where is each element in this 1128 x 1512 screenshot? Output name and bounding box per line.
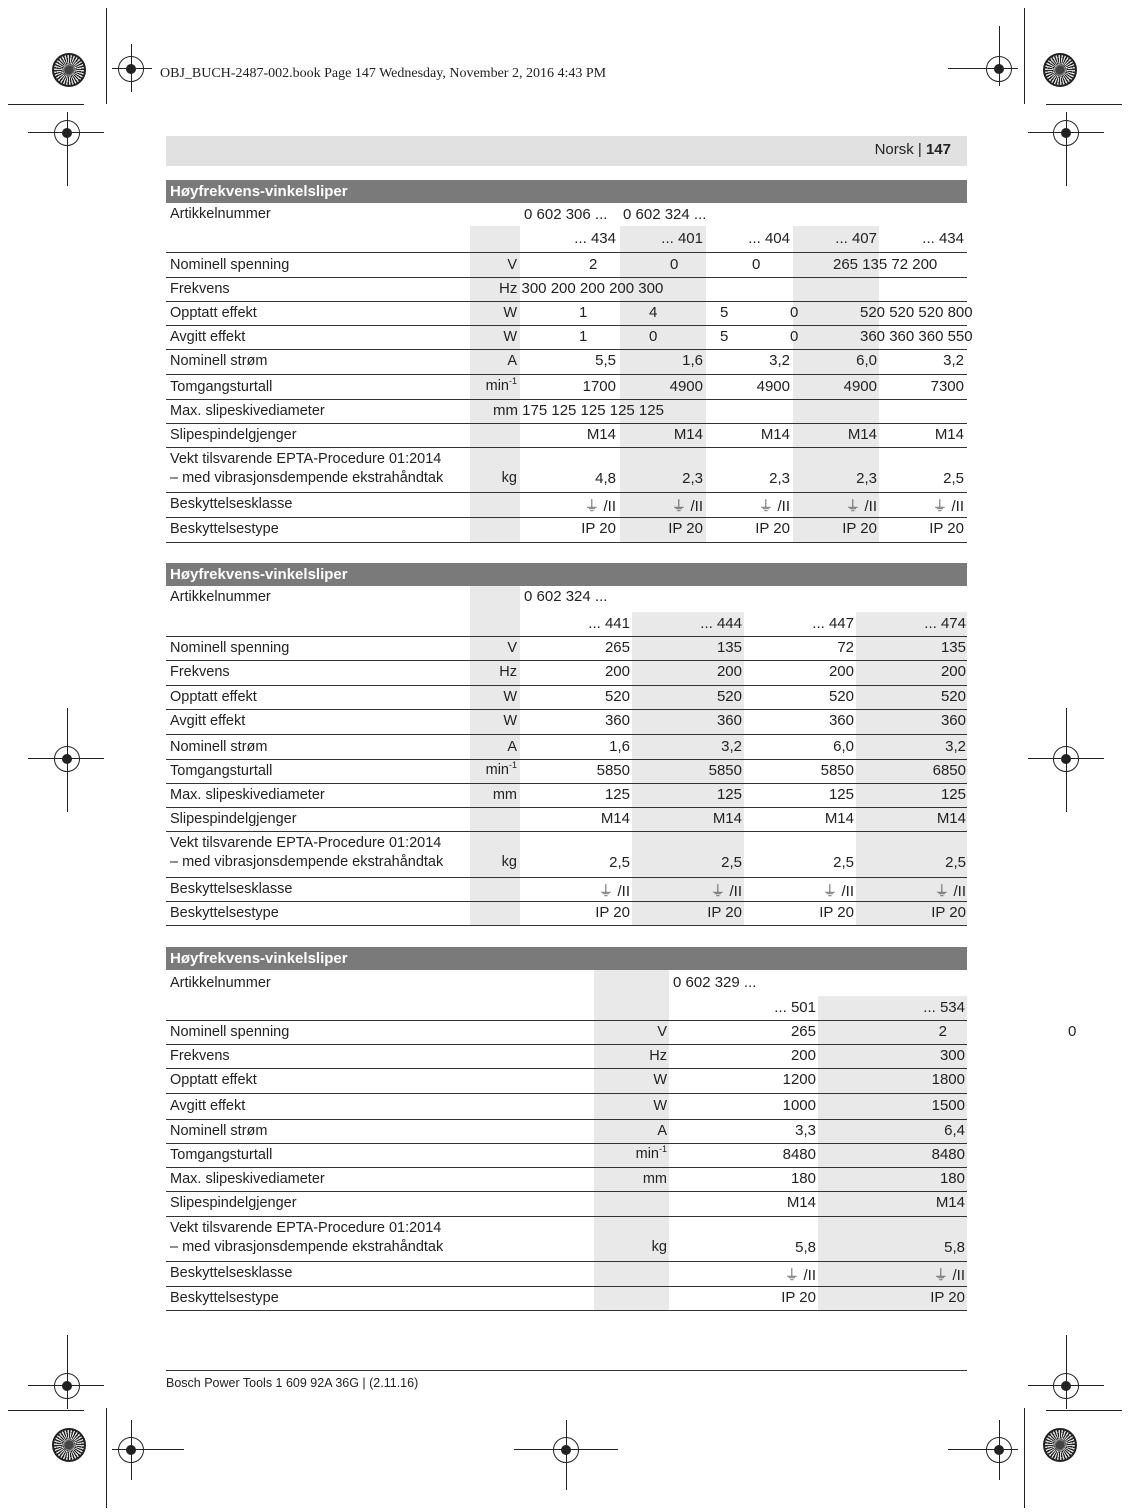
protection-class-icon: ⏚ /II [710,883,742,900]
table-2-title: Høyfrekvens-vinkelsliper [166,563,967,586]
table-3-title: Høyfrekvens-vinkelsliper [166,947,967,970]
footer-text: Bosch Power Tools 1 609 92A 36G | (2.11.16) [166,1376,419,1390]
table-row: Nominell spenning V 265 2 [166,1021,967,1045]
table-row: Opptatt effekt W 1 4 5 0 520 520 520 800 [166,302,967,326]
table-row: Avgitt effekt W 1 0 5 0 360 360 360 550 [166,326,967,350]
protection-class-icon: ⏚ /II [584,498,616,515]
table-row: Beskyttelsesklasse ⏚ /II ⏚ /II [166,1262,967,1287]
table-row: ... 434 ... 401 ... 404 ... 407 ... 434 [166,227,967,253]
table-row: Avgitt effekt W 360 360 360 360 [166,710,967,735]
table-row: Tomgangsturtall $\min^{-1}$ 8480 8480 [166,1144,967,1168]
table-row: Opptatt effekt W 1200 1800 [166,1069,967,1094]
header-language: Norsk [874,141,914,158]
table-row: Slipespindelgjenger M14 M14 M14 M14 M14 [166,424,967,448]
color-dial-icon [1043,1428,1077,1462]
table-row: Vekt tilsvarende EPTA-Procedure 01:2014 – med vibrasjonsdempende ekstrahåndtak kg 4,8 2,3 2,3 2,3 2,5 [166,448,967,493]
table-row: Opptatt effekt W 520 520 520 520 [166,686,967,710]
protection-class-icon: ⏚ /II [933,1267,965,1284]
table-row: Artikkelnummer 0 602 329 ... [170,974,757,991]
table-row: Nominell strøm A 1,6 3,2 6,0 3,2 [166,735,967,760]
table-row: Frekvens Hz 200 200 200 200 [166,661,967,686]
table-row: Nominell spenning V 265 135 72 135 [166,637,967,661]
table-row: Beskyttelsestype IP 20 IP 20 IP 20 IP 20 [166,902,967,926]
table-row: Max. slipeskivediameter mm 180 180 [166,1168,967,1192]
protection-class-icon: ⏚ /II [932,498,964,515]
table-row: Max. slipeskivediameter mm 125 125 125 125 [166,784,967,808]
table-row: Slipespindelgjenger M14 M14 [166,1192,967,1217]
color-dial-icon [52,53,86,87]
protection-class-icon: ⏚ /II [758,498,790,515]
table-row: Artikkelnummer 0 602 324 ... [170,588,608,605]
protection-class-icon: ⏚ /II [845,498,877,515]
table-row: Beskyttelsesklasse ⏚ /II ⏚ /II ⏚ /II ⏚ /II ⏚ /II [166,493,967,518]
table-row: Vekt tilsvarende EPTA-Procedure 01:2014 – med vibrasjonsdempende ekstrahåndtak kg 2,5 2,5 2,5 2,5 [166,832,967,878]
table-row: Avgitt effekt W 1000 1500 [166,1094,967,1120]
header-separator: | [913,141,926,158]
protection-class-icon: ⏚ /II [598,883,630,900]
table-row: Nominell strøm A 5,5 1,6 3,2 6,0 3,2 [166,350,967,375]
protection-class-icon: ⏚ /II [671,498,703,515]
table-row: ... 441 ... 444 ... 447 ... 474 [166,612,967,637]
table-1-title: Høyfrekvens-vinkelsliper [166,180,967,203]
page-number: 147 [925,141,951,158]
table-row: Nominell spenning V 2 0 0 265 135 72 200 [166,253,967,278]
overflow-digit: 0 [1068,1023,1077,1040]
table-row: Beskyttelsesklasse ⏚ /II ⏚ /II ⏚ /II ⏚ /II [166,878,967,902]
table-row: Slipespindelgjenger M14 M14 M14 M14 [166,808,967,832]
table-row: Beskyttelsestype IP 20 IP 20 [166,1287,967,1311]
color-dial-icon [52,1428,86,1462]
table-row: Max. slipeskivediameter mm 175 125 125 125 125 [166,400,967,424]
table-row: Beskyttelsestype IP 20 IP 20 IP 20 IP 20 IP 20 [166,518,967,543]
table-row: Nominell strøm A 3,3 6,4 [166,1120,967,1144]
protection-class-icon: ⏚ /II [934,883,966,900]
protection-class-icon: ⏚ /II [784,1267,816,1284]
print-slug: OBJ_BUCH-2487-002.book Page 147 Wednesday, November 2, 2016 4:43 PM [160,66,607,81]
table-row: Vekt tilsvarende EPTA-Procedure 01:2014 – med vibrasjonsdempende ekstrahåndtak kg 5,8 5,8 [166,1217,967,1262]
table-row: Tomgangsturtall $\min^{-1}$ 5850 5850 5850 6850 [166,760,967,784]
table-row: Frekvens Hz 200 300 [166,1045,967,1069]
table-row: Frekvens Hz 300 200 200 200 300 [166,278,967,302]
table-row: ... 501 ... 534 [166,996,967,1021]
protection-class-icon: ⏚ /II [822,883,854,900]
table-row: Tomgangsturtall $\min^{-1}$ 1700 4900 4900 4900 7300 [166,375,967,400]
footer-rule [166,1370,967,1371]
color-dial-icon [1043,53,1077,87]
page-header [166,136,967,166]
table-row: Artikkelnummer 0 602 306 ... 0 602 324 ... [170,206,707,223]
